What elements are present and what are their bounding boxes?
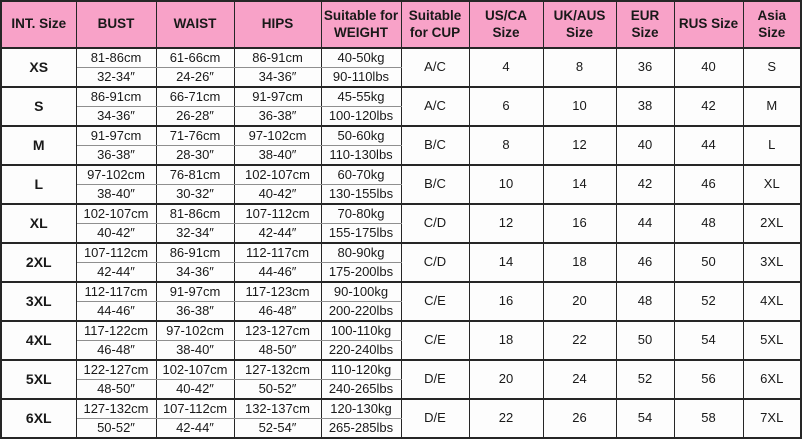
weight-inch-cell: 110-130lbs (321, 146, 401, 166)
header-hips: HIPS (234, 1, 321, 48)
asia-size-cell: XL (743, 165, 801, 204)
asia-size-cell: L (743, 126, 801, 165)
weight-inch-cell: 175-200lbs (321, 263, 401, 283)
bust-cm-cell: 122-127cm (76, 360, 156, 380)
rus-size-cell: 50 (674, 243, 743, 282)
header-uk-aus-size: UK/AUS Size (543, 1, 616, 48)
bust-cm-cell: 91-97cm (76, 126, 156, 146)
waist-inch-cell: 32-34″ (156, 224, 234, 244)
weight-cm-cell: 60-70kg (321, 165, 401, 185)
bust-cm-cell: 112-117cm (76, 282, 156, 302)
size-row-m (1, 126, 801, 146)
header-waist: WAIST (156, 1, 234, 48)
rus-size-cell: 56 (674, 360, 743, 399)
cup-cell: B/C (401, 165, 469, 204)
rus-size-cell: 58 (674, 399, 743, 438)
eur-size-cell: 38 (616, 87, 674, 126)
int-size-cell: 5XL (1, 360, 76, 399)
us-ca-size-cell: 12 (469, 204, 543, 243)
rus-size-cell: 48 (674, 204, 743, 243)
hips-inch-cell: 44-46″ (234, 263, 321, 283)
int-size-cell: L (1, 165, 76, 204)
hips-inch-cell: 52-54″ (234, 419, 321, 439)
uk-aus-size-cell: 24 (543, 360, 616, 399)
us-ca-size-cell: 4 (469, 48, 543, 87)
hips-cm-cell: 91-97cm (234, 87, 321, 107)
hips-cm-cell: 112-117cm (234, 243, 321, 263)
us-ca-size-cell: 16 (469, 282, 543, 321)
us-ca-size-cell: 14 (469, 243, 543, 282)
waist-cm-cell: 81-86cm (156, 204, 234, 224)
hips-inch-cell: 36-38″ (234, 107, 321, 127)
uk-aus-size-cell: 16 (543, 204, 616, 243)
waist-cm-cell: 91-97cm (156, 282, 234, 302)
eur-size-cell: 46 (616, 243, 674, 282)
uk-aus-size-cell: 20 (543, 282, 616, 321)
asia-size-cell: 3XL (743, 243, 801, 282)
rus-size-cell: 54 (674, 321, 743, 360)
int-size-cell: M (1, 126, 76, 165)
rus-size-cell: 42 (674, 87, 743, 126)
uk-aus-size-cell: 12 (543, 126, 616, 165)
waist-inch-cell: 30-32″ (156, 185, 234, 205)
cup-cell: C/D (401, 243, 469, 282)
hips-inch-cell: 34-36″ (234, 68, 321, 88)
size-row-2xl (1, 243, 801, 263)
weight-cm-cell: 100-110kg (321, 321, 401, 341)
cup-cell: D/E (401, 360, 469, 399)
cup-cell: A/C (401, 48, 469, 87)
hips-inch-cell: 48-50″ (234, 341, 321, 361)
asia-size-cell: 5XL (743, 321, 801, 360)
waist-cm-cell: 66-71cm (156, 87, 234, 107)
size-row-s (1, 87, 801, 107)
weight-cm-cell: 45-55kg (321, 87, 401, 107)
hips-cm-cell: 117-123cm (234, 282, 321, 302)
bust-inch-cell: 32-34″ (76, 68, 156, 88)
weight-inch-cell: 265-285lbs (321, 419, 401, 439)
eur-size-cell: 48 (616, 282, 674, 321)
waist-cm-cell: 97-102cm (156, 321, 234, 341)
bust-inch-cell: 40-42″ (76, 224, 156, 244)
bust-cm-cell: 127-132cm (76, 399, 156, 419)
weight-cm-cell: 70-80kg (321, 204, 401, 224)
bust-cm-cell: 107-112cm (76, 243, 156, 263)
cup-cell: C/D (401, 204, 469, 243)
weight-cm-cell: 40-50kg (321, 48, 401, 68)
header-weight: Suitable for WEIGHT (321, 1, 401, 48)
waist-inch-cell: 40-42″ (156, 380, 234, 400)
header-int-size: INT. Size (1, 1, 76, 48)
weight-inch-cell: 220-240lbs (321, 341, 401, 361)
size-row-l (1, 165, 801, 185)
rus-size-cell: 44 (674, 126, 743, 165)
waist-cm-cell: 86-91cm (156, 243, 234, 263)
int-size-cell: XL (1, 204, 76, 243)
uk-aus-size-cell: 18 (543, 243, 616, 282)
eur-size-cell: 52 (616, 360, 674, 399)
size-row-xl (1, 204, 801, 224)
int-size-cell: 3XL (1, 282, 76, 321)
header-row (1, 1, 801, 48)
header-eur-size: EUR Size (616, 1, 674, 48)
waist-inch-cell: 26-28″ (156, 107, 234, 127)
cup-cell: C/E (401, 321, 469, 360)
cup-cell: B/C (401, 126, 469, 165)
cup-cell: D/E (401, 399, 469, 438)
bust-inch-cell: 50-52″ (76, 419, 156, 439)
bust-inch-cell: 44-46″ (76, 302, 156, 322)
header-cup: Suitable for CUP (401, 1, 469, 48)
int-size-cell: XS (1, 48, 76, 87)
eur-size-cell: 50 (616, 321, 674, 360)
int-size-cell: S (1, 87, 76, 126)
hips-inch-cell: 46-48″ (234, 302, 321, 322)
us-ca-size-cell: 6 (469, 87, 543, 126)
eur-size-cell: 40 (616, 126, 674, 165)
bust-inch-cell: 46-48″ (76, 341, 156, 361)
eur-size-cell: 54 (616, 399, 674, 438)
hips-cm-cell: 97-102cm (234, 126, 321, 146)
hips-inch-cell: 38-40″ (234, 146, 321, 166)
weight-cm-cell: 80-90kg (321, 243, 401, 263)
waist-cm-cell: 102-107cm (156, 360, 234, 380)
waist-inch-cell: 28-30″ (156, 146, 234, 166)
int-size-cell: 4XL (1, 321, 76, 360)
weight-cm-cell: 90-100kg (321, 282, 401, 302)
uk-aus-size-cell: 22 (543, 321, 616, 360)
bust-cm-cell: 117-122cm (76, 321, 156, 341)
uk-aus-size-cell: 8 (543, 48, 616, 87)
waist-inch-cell: 38-40″ (156, 341, 234, 361)
int-size-cell: 2XL (1, 243, 76, 282)
bust-inch-cell: 48-50″ (76, 380, 156, 400)
header-asia-size: Asia Size (743, 1, 801, 48)
waist-cm-cell: 71-76cm (156, 126, 234, 146)
hips-inch-cell: 42-44″ (234, 224, 321, 244)
rus-size-cell: 52 (674, 282, 743, 321)
us-ca-size-cell: 22 (469, 399, 543, 438)
bust-cm-cell: 97-102cm (76, 165, 156, 185)
us-ca-size-cell: 20 (469, 360, 543, 399)
us-ca-size-cell: 18 (469, 321, 543, 360)
asia-size-cell: 6XL (743, 360, 801, 399)
weight-inch-cell: 100-120lbs (321, 107, 401, 127)
asia-size-cell: S (743, 48, 801, 87)
us-ca-size-cell: 10 (469, 165, 543, 204)
waist-inch-cell: 42-44″ (156, 419, 234, 439)
waist-cm-cell: 107-112cm (156, 399, 234, 419)
bust-cm-cell: 81-86cm (76, 48, 156, 68)
size-rows (1, 48, 801, 438)
asia-size-cell: 4XL (743, 282, 801, 321)
hips-inch-cell: 50-52″ (234, 380, 321, 400)
header-bust: BUST (76, 1, 156, 48)
us-ca-size-cell: 8 (469, 126, 543, 165)
header-rus-size: RUS Size (674, 1, 743, 48)
asia-size-cell: M (743, 87, 801, 126)
cup-cell: C/E (401, 282, 469, 321)
bust-inch-cell: 42-44″ (76, 263, 156, 283)
eur-size-cell: 36 (616, 48, 674, 87)
hips-cm-cell: 102-107cm (234, 165, 321, 185)
uk-aus-size-cell: 26 (543, 399, 616, 438)
weight-inch-cell: 200-220lbs (321, 302, 401, 322)
waist-inch-cell: 34-36″ (156, 263, 234, 283)
weight-inch-cell: 155-175lbs (321, 224, 401, 244)
waist-cm-cell: 76-81cm (156, 165, 234, 185)
weight-cm-cell: 50-60kg (321, 126, 401, 146)
waist-cm-cell: 61-66cm (156, 48, 234, 68)
hips-cm-cell: 123-127cm (234, 321, 321, 341)
waist-inch-cell: 24-26″ (156, 68, 234, 88)
header-us-ca-size: US/CA Size (469, 1, 543, 48)
bust-inch-cell: 36-38″ (76, 146, 156, 166)
hips-cm-cell: 127-132cm (234, 360, 321, 380)
weight-cm-cell: 120-130kg (321, 399, 401, 419)
hips-cm-cell: 107-112cm (234, 204, 321, 224)
uk-aus-size-cell: 10 (543, 87, 616, 126)
asia-size-cell: 7XL (743, 399, 801, 438)
size-row-3xl (1, 282, 801, 302)
cup-cell: A/C (401, 87, 469, 126)
hips-cm-cell: 132-137cm (234, 399, 321, 419)
weight-inch-cell: 240-265lbs (321, 380, 401, 400)
uk-aus-size-cell: 14 (543, 165, 616, 204)
waist-inch-cell: 36-38″ (156, 302, 234, 322)
asia-size-cell: 2XL (743, 204, 801, 243)
rus-size-cell: 40 (674, 48, 743, 87)
weight-inch-cell: 90-110lbs (321, 68, 401, 88)
bust-inch-cell: 38-40″ (76, 185, 156, 205)
eur-size-cell: 44 (616, 204, 674, 243)
bust-inch-cell: 34-36″ (76, 107, 156, 127)
int-size-cell: 6XL (1, 399, 76, 438)
size-row-4xl (1, 321, 801, 341)
rus-size-cell: 46 (674, 165, 743, 204)
size-row-6xl (1, 399, 801, 419)
bust-cm-cell: 102-107cm (76, 204, 156, 224)
size-row-5xl (1, 360, 801, 380)
hips-cm-cell: 86-91cm (234, 48, 321, 68)
size-row-xs (1, 48, 801, 68)
weight-inch-cell: 130-155lbs (321, 185, 401, 205)
eur-size-cell: 42 (616, 165, 674, 204)
bust-cm-cell: 86-91cm (76, 87, 156, 107)
weight-cm-cell: 110-120kg (321, 360, 401, 380)
hips-inch-cell: 40-42″ (234, 185, 321, 205)
